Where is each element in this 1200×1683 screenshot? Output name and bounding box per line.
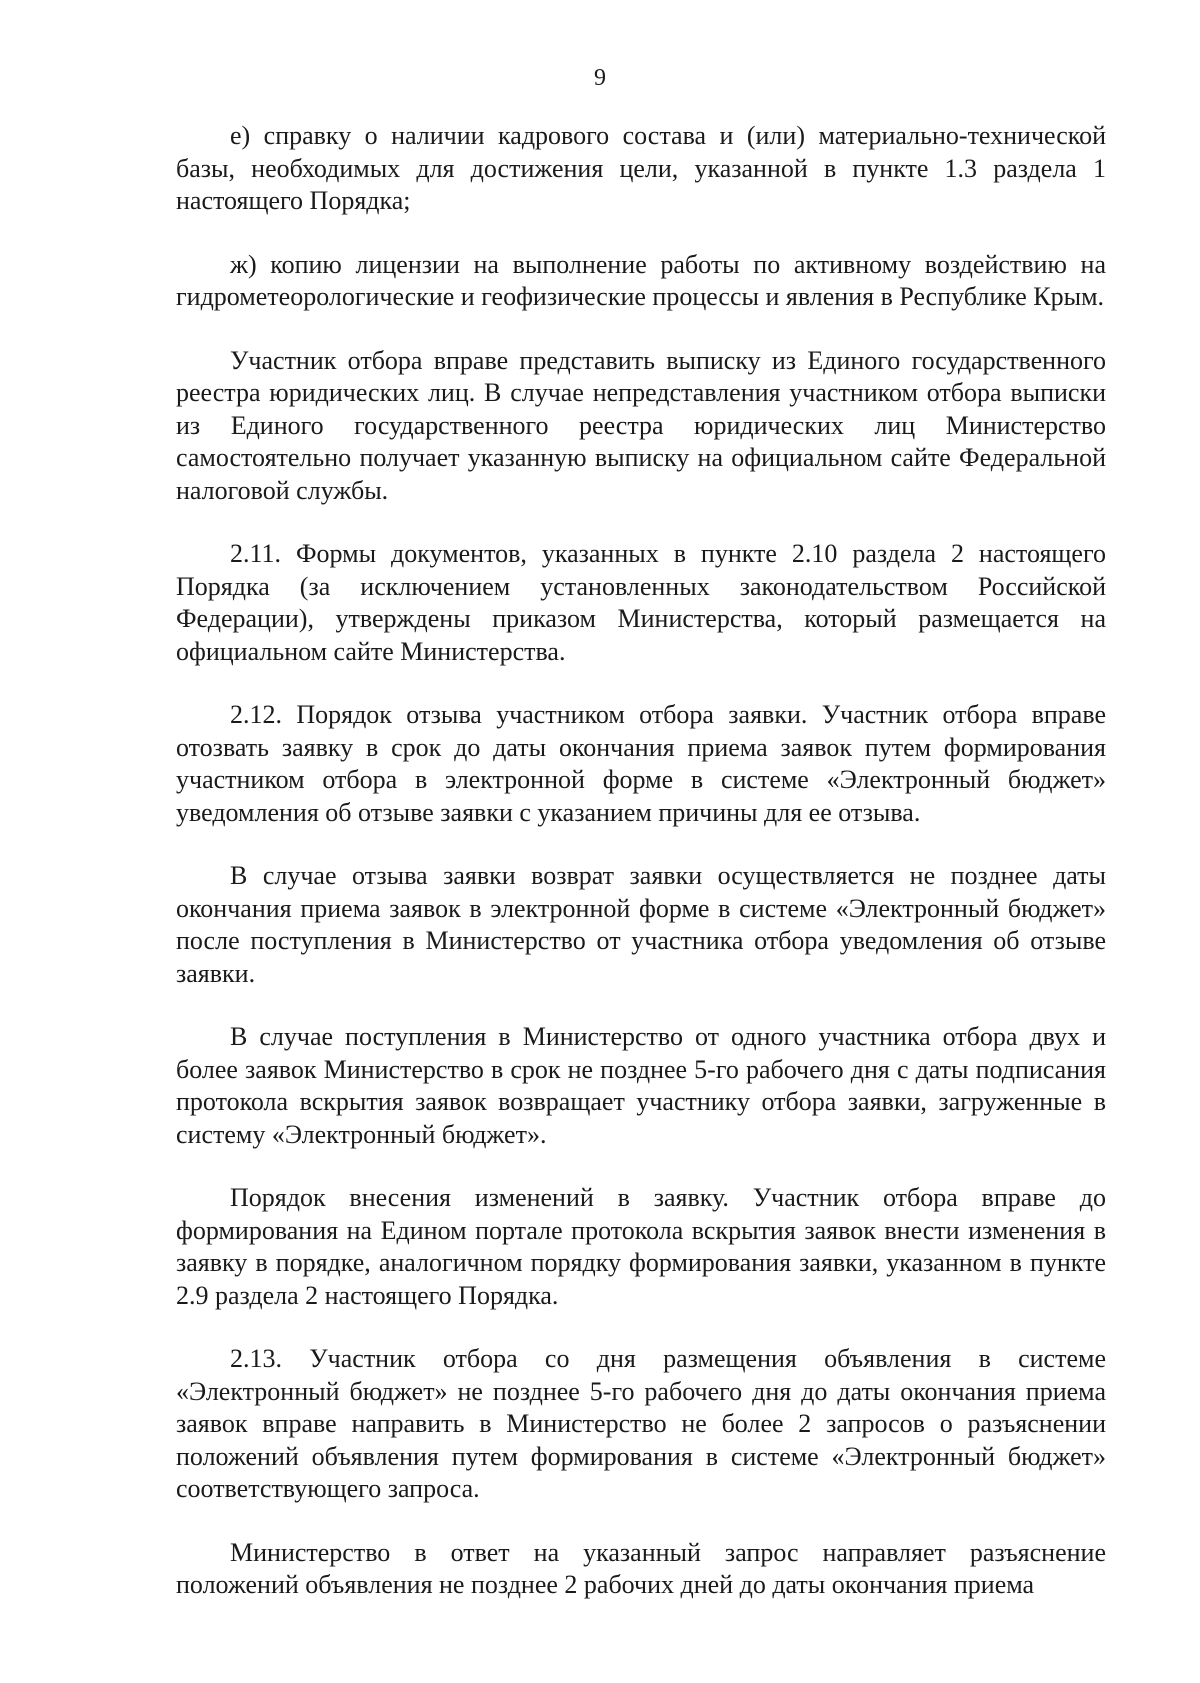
paragraph-2-11: 2.11. Формы документов, указанных в пункте 2.10 раздела 2 настоящего Порядка (за исключением установленных законодательством Российской Федерации), утверждены приказом Министерства, который размещается на официальном сайте Министерства. bbox=[176, 539, 1106, 666]
page-number: 9 bbox=[594, 65, 606, 91]
paragraph-multiple-applications: В случае поступления в Министерство от одного участника отбора двух и более заявок Министерство в срок не позднее 5-го рабочего дня с даты подписания протокола вскрытия заявок возвращает участнику отбора заявки, загруженные в систему «Электронный бюджет». bbox=[176, 1022, 1106, 1149]
paragraph-2-13: 2.13. Участник отбора со дня размещения объявления в системе «Электронный бюджет» не позднее 5-го рабочего дня до даты окончания приема заявок вправе направить в Министерство не более 2 запросов о разъяснении положений объявления путем формирования в системе «Электронный бюджет» соответствующего запроса. bbox=[176, 1344, 1106, 1503]
document-body bbox=[176, 120, 1106, 1633]
paragraph-ministry-response: Министерство в ответ на указанный запрос направляет разъяснение положений объявления не позднее 2 рабочих дней до даты окончания приема bbox=[176, 1537, 1106, 1599]
paragraph-changes-procedure: Порядок внесения изменений в заявку. Участник отбора вправе до формирования на Едином портале протокола вскрытия заявок внести изменения в заявку в порядке, аналогичном порядку формирования заявки, указанном в пункте 2.9 раздела 2 настоящего Порядка. bbox=[176, 1183, 1106, 1310]
paragraph-item-zh: ж) копию лицензии на выполнение работы по активному воздействию на гидрометеорологические и геофизические процессы и явления в Республике Крым. bbox=[176, 249, 1106, 311]
paragraph-egrul-extract: Участник отбора вправе представить выписку из Единого государственного реестра юридических лиц. В случае непредставления участником отбора выписки из Единого государственного реестра юридических лиц Министерство самостоятельно получает указанную выписку на официальном сайте Федеральной налоговой службы. bbox=[176, 345, 1106, 505]
paragraph-withdrawal-return: В случае отзыва заявки возврат заявки осуществляется не позднее даты окончания приема заявок в электронной форме в системе «Электронный бюджет» после поступления в Министерство от участника отбора уведомления об отзыве заявки. bbox=[176, 861, 1106, 988]
paragraph-item-e: е) справку о наличии кадрового состава и (или) материально-технической базы, необходимых для достижения цели, указанной в пункте 1.3 раздела 1 настоящего Порядка; bbox=[176, 121, 1106, 215]
paragraph-2-12: 2.12. Порядок отзыва участником отбора заявки. Участник отбора вправе отозвать заявку в срок до даты окончания приема заявок путем формирования участником отбора в электронной форме в системе «Электронный бюджет» уведомления об отзыве заявки с указанием причины для ее отзыва. bbox=[176, 700, 1106, 827]
